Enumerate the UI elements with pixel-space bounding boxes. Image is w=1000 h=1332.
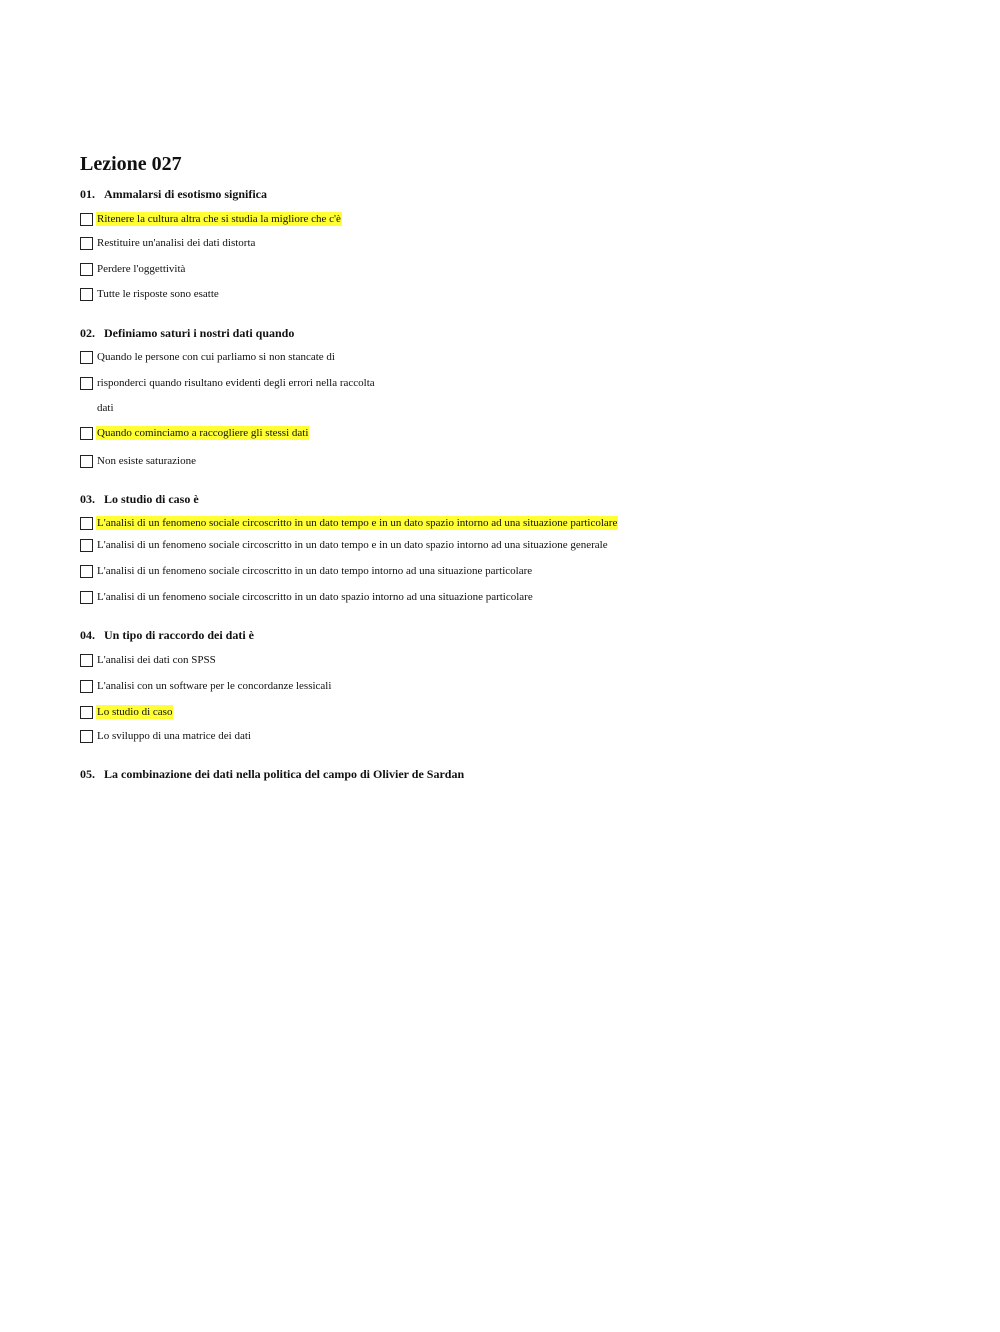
answer-text: L'analisi con un software per le concordanze lessicali [97, 680, 332, 692]
answer-text: L'analisi di un fenomeno sociale circoscritto in un dato spazio intorno ad una situazione particolare [97, 591, 533, 603]
page-title: Lezione 027 [80, 153, 182, 175]
answer-text: Non esiste saturazione [97, 455, 196, 467]
answer-checkbox[interactable] [80, 213, 93, 226]
answer-text: L'analisi di un fenomeno sociale circoscritto in un dato tempo e in un dato spazio intorno ad una situazione generale [97, 539, 608, 551]
answer-option[interactable] [80, 728, 252, 744]
answer-option[interactable] [80, 537, 609, 553]
answer-text: Lo studio di caso [97, 706, 173, 718]
answer-option[interactable] [80, 425, 309, 441]
question-text: Definiamo saturi i nostri dati quando [104, 326, 295, 340]
answer-checkbox[interactable] [80, 263, 93, 276]
question-number: 05. [80, 767, 95, 781]
answer-option[interactable] [80, 652, 217, 668]
question-text: Lo studio di caso è [104, 492, 199, 506]
answer-option[interactable] [80, 375, 376, 391]
answer-text: Perdere l'oggettività [97, 263, 186, 275]
answer-continuation: dati [97, 402, 114, 414]
answer-text: L'analisi di un fenomeno sociale circoscritto in un dato tempo e in un dato spazio intorno ad una situazione particolare [97, 517, 618, 529]
answer-text: L'analisi dei dati con SPSS [97, 654, 216, 666]
answer-checkbox[interactable] [80, 351, 93, 364]
answer-checkbox[interactable] [80, 706, 93, 719]
question-number: 02. [80, 326, 95, 340]
answer-checkbox[interactable] [80, 427, 93, 440]
answer-option[interactable] [80, 515, 618, 531]
answer-text: Ritenere la cultura altra che si studia la migliore che c'è [97, 213, 341, 225]
question-heading-02 [80, 326, 294, 341]
answer-option[interactable] [80, 678, 332, 694]
answer-checkbox[interactable] [80, 730, 93, 743]
answer-checkbox[interactable] [80, 517, 93, 530]
question-number: 03. [80, 492, 95, 506]
answer-option[interactable] [80, 589, 534, 605]
question-heading-01 [80, 187, 267, 202]
answer-option[interactable] [80, 453, 197, 469]
question-text: Un tipo di raccordo dei dati è [104, 628, 254, 642]
question-heading-05 [80, 767, 464, 782]
answer-option[interactable] [80, 261, 186, 277]
answer-option[interactable] [80, 704, 173, 720]
answer-text: risponderci quando risultano evidenti degli errori nella raccolta [97, 377, 375, 389]
question-number: 01. [80, 187, 95, 201]
question-text: Ammalarsi di esotismo significa [104, 187, 267, 201]
answer-option[interactable] [80, 349, 336, 365]
answer-text: Lo sviluppo di una matrice dei dati [97, 730, 251, 742]
answer-option[interactable] [80, 286, 220, 302]
answer-checkbox[interactable] [80, 288, 93, 301]
answer-option[interactable] [80, 211, 342, 227]
answer-option[interactable] [80, 563, 533, 579]
question-heading-04 [80, 628, 254, 643]
answer-checkbox[interactable] [80, 654, 93, 667]
answer-checkbox[interactable] [80, 455, 93, 468]
answer-text: Tutte le risposte sono esatte [97, 288, 219, 300]
answer-option[interactable] [80, 235, 256, 251]
answer-text: Quando cominciamo a raccogliere gli stessi dati [97, 427, 309, 439]
question-text: La combinazione dei dati nella politica del campo di Olivier de Sardan [104, 767, 465, 781]
answer-text: Restituire un'analisi dei dati distorta [97, 237, 256, 249]
answer-checkbox[interactable] [80, 591, 93, 604]
answer-checkbox[interactable] [80, 539, 93, 552]
question-number: 04. [80, 628, 95, 642]
answer-checkbox[interactable] [80, 237, 93, 250]
answer-text: L'analisi di un fenomeno sociale circoscritto in un dato tempo intorno ad una situazione particolare [97, 565, 533, 577]
answer-checkbox[interactable] [80, 377, 93, 390]
question-heading-03 [80, 492, 199, 507]
answer-text: Quando le persone con cui parliamo si non stancate di [97, 351, 335, 363]
answer-checkbox[interactable] [80, 565, 93, 578]
answer-checkbox[interactable] [80, 680, 93, 693]
